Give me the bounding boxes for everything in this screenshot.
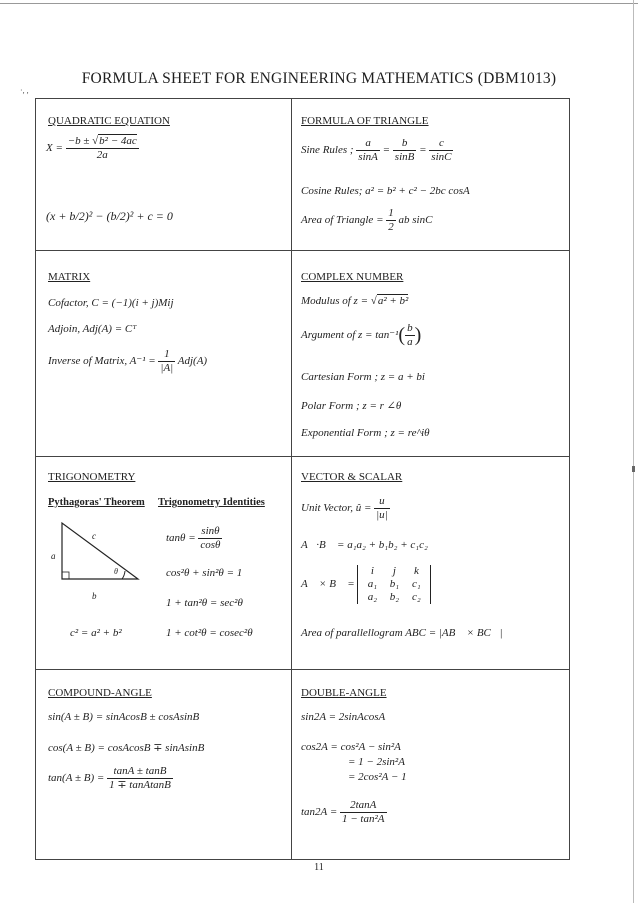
tan-identity xyxy=(166,525,222,552)
det-i: i xyxy=(370,565,374,577)
quadratic-denominator: 2a xyxy=(96,149,108,161)
argument-formula: Argument of z = tan⁻¹( $\frac{b}{a}$ ) xyxy=(301,322,422,348)
double-heading: DOUBLE-ANGLE xyxy=(301,687,387,699)
unit-vector-formula xyxy=(301,495,390,522)
sine-sina: sinA xyxy=(358,151,378,163)
inverse-label: Inverse of Matrix, A⁻¹ = xyxy=(48,355,156,368)
quadratic-lhs: X = xyxy=(46,142,63,155)
triangle-area-den: 2 xyxy=(388,221,394,233)
cartesian-form: Cartesian Form ; z = a + bi xyxy=(301,371,425,383)
det-b2: b₂ xyxy=(389,591,400,603)
tan-identity-num: sinθ xyxy=(198,525,222,539)
modulus-formula: Modulus of z = √a² + b² xyxy=(301,295,409,307)
right-triangle-diagram xyxy=(60,521,140,583)
argument-label: Argument of z = tan⁻¹ xyxy=(301,329,399,342)
cross-product-label: A⃗ × B⃗ = xyxy=(301,578,355,591)
sine-rule-label: Sine Rules ; xyxy=(301,144,354,157)
double-tan xyxy=(301,799,387,826)
unit-vector-num: u xyxy=(374,495,390,509)
inverse-num: 1 xyxy=(158,348,175,362)
complex-heading: COMPLEX NUMBER xyxy=(301,271,404,283)
compound-tan-num: tanA ± tanB xyxy=(107,765,173,779)
unit-vector-label: Unit Vector, û = xyxy=(301,502,372,515)
det-c1: c₁ xyxy=(412,578,421,590)
unit-vector-den: |u| xyxy=(376,509,388,521)
quadratic-fraction: $\frac{\text{−b ± √b² − 4ac}}{2a}$ xyxy=(67,135,137,161)
det-b1: b₁ xyxy=(389,578,400,590)
compound-tan-den: 1 ∓ tanAtanB xyxy=(109,779,171,791)
modulus-label: Modulus of z = xyxy=(301,295,371,307)
double-cos-1: cos2A = cos²A − sin²A xyxy=(301,741,401,753)
double-cos-2: = 1 − 2sin²A xyxy=(348,756,405,768)
dot-product: A⃗·B⃗ = a₁a₂ + b₁b₂ + c₁c₂ xyxy=(301,539,428,551)
parallelogram-area: Area of parallellogram ABC = |AB⃗ × BC⃗| xyxy=(301,627,503,639)
identities-subheading: Trigonometry Identities xyxy=(158,497,265,508)
double-tan-num: 2tanA xyxy=(340,799,387,813)
det-a1: a₁ xyxy=(367,578,378,590)
page-title: FORMULA SHEET FOR ENGINEERING MATHEMATICS (DBM1013) xyxy=(81,70,557,87)
column-divider xyxy=(291,99,292,859)
triangle-heading: FORMULA OF TRIANGLE xyxy=(301,115,429,127)
tri-label-c: c xyxy=(92,531,96,541)
double-tan-den: 1 − tan²A xyxy=(342,813,385,825)
page-edge-mark xyxy=(632,466,635,472)
triangle-area xyxy=(301,207,432,234)
quadratic-formula xyxy=(46,135,139,162)
det-j: j xyxy=(392,565,396,577)
row-divider-1 xyxy=(36,250,569,251)
formula-table xyxy=(35,98,570,860)
stray-mark: ·, , xyxy=(20,86,29,95)
inverse-tail: Adj(A) xyxy=(177,355,208,368)
page-edge-line xyxy=(633,0,634,903)
identity-3: 1 + cot²θ = cosec²θ xyxy=(166,627,253,639)
compound-tan-label: tan(A ± B) = xyxy=(48,772,105,785)
sine-a: a xyxy=(356,137,380,151)
det-a2: a₂ xyxy=(367,591,378,603)
sine-rule: Sine Rules ; $\frac{a}{\sin A}$ = $\frac{b}{\sin B}$ = $\frac{c}{\sin C}$ xyxy=(301,137,452,163)
inverse-den: |A| xyxy=(160,362,174,374)
quadratic-heading: QUADRATIC EQUATION xyxy=(48,115,170,127)
top-border-line xyxy=(0,3,638,4)
adjoin-formula: Adjoin, Adj(A) = Cᵀ xyxy=(48,323,137,335)
completed-square: (x + b/2)² − (b/2)² + c = 0 xyxy=(46,209,173,223)
det-c2: c₂ xyxy=(412,591,421,603)
tan-identity-label: tanθ = xyxy=(166,532,196,545)
sine-c: c xyxy=(429,137,453,151)
triangle-area-label: Area of Triangle = xyxy=(301,214,384,227)
cross-determinant xyxy=(357,565,431,604)
compound-cos: cos(A ± B) = cosAcosB ∓ sinAsinB xyxy=(48,742,205,754)
page-number: 11 xyxy=(314,862,324,873)
exponential-form: Exponential Form ; z = re^iθ xyxy=(301,427,430,439)
sine-sinb: sinB xyxy=(394,151,415,163)
tri-label-theta: θ xyxy=(114,567,118,576)
matrix-heading: MATRIX xyxy=(48,271,91,283)
argument-num: b xyxy=(407,322,413,334)
sine-sinc: sinC xyxy=(431,151,452,163)
cross-product xyxy=(301,565,431,604)
compound-sin: sin(A ± B) = sinAcosB ± cosAsinB xyxy=(48,711,200,723)
sine-b: b xyxy=(393,137,417,151)
double-sin: sin2A = 2sinAcosA xyxy=(301,711,386,723)
identity-1: cos²θ + sin²θ = 1 xyxy=(166,567,243,579)
polar-form: Polar Form ; z = r ∠θ xyxy=(301,400,402,412)
det-k: k xyxy=(413,565,419,577)
row-divider-3 xyxy=(36,669,569,670)
double-tan-label: tan2A = xyxy=(301,806,338,819)
pythagoras-subheading: Pythagoras' Theorem xyxy=(48,497,145,508)
modulus-radicand: a² + b² xyxy=(377,295,409,307)
quadratic-radicand: b² − 4ac xyxy=(99,135,137,147)
vector-heading: VECTOR & SCALAR xyxy=(301,471,403,483)
trig-heading: TRIGONOMETRY xyxy=(48,471,136,483)
triangle-area-tail: ab sinC xyxy=(398,214,433,227)
pythagoras-formula: c² = a² + b² xyxy=(70,627,122,639)
compound-heading: COMPOUND-ANGLE xyxy=(48,687,152,699)
tri-label-a: a xyxy=(51,551,56,561)
argument-den: a xyxy=(407,336,413,348)
quadratic-numerator: −b ± xyxy=(67,135,93,147)
tri-label-b: b xyxy=(92,591,97,601)
triangle-area-num: 1 xyxy=(388,207,394,219)
cosine-rule: Cosine Rules; a² = b² + c² − 2bc cosA xyxy=(301,185,470,197)
compound-tan xyxy=(48,765,173,792)
double-cos-3: = 2cos²A − 1 xyxy=(348,771,407,783)
inverse-formula xyxy=(48,348,207,375)
row-divider-2 xyxy=(36,456,569,457)
identity-2: 1 + tan²θ = sec²θ xyxy=(166,597,243,609)
tan-identity-den: cosθ xyxy=(200,539,221,551)
cofactor-formula: Cofactor, C = (−1)(i + j)Mij xyxy=(48,297,174,309)
